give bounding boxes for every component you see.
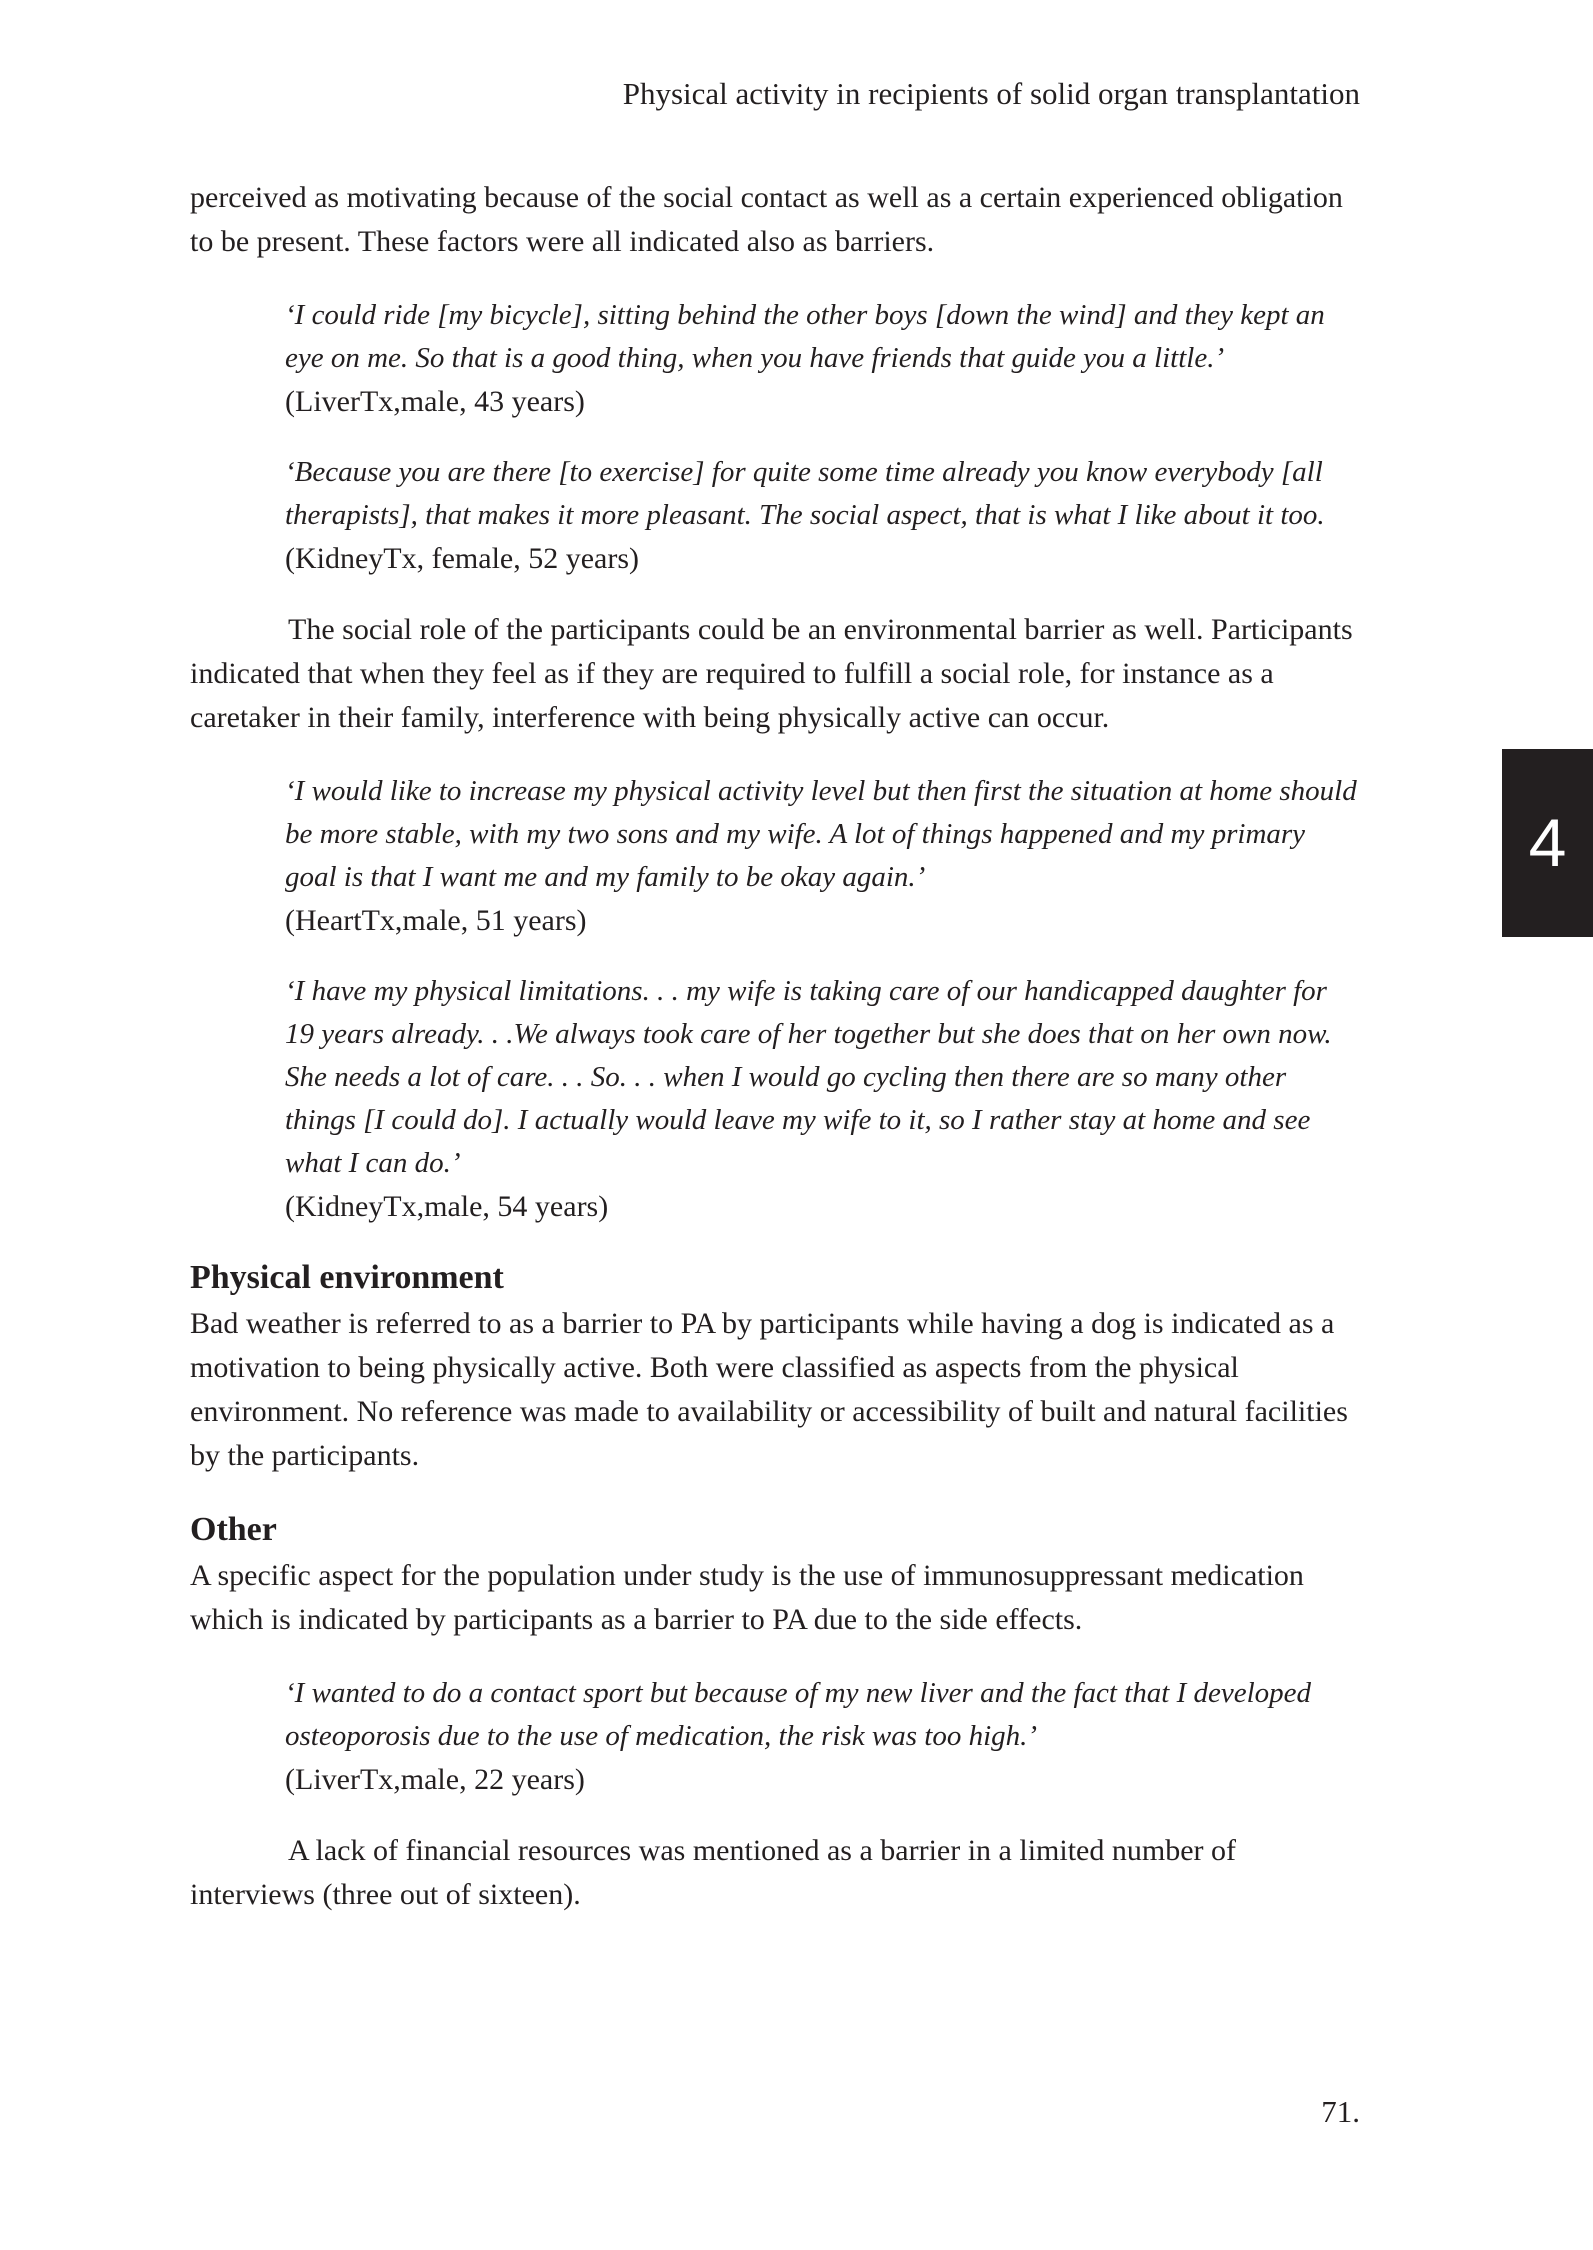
paragraph: A specific aspect for the population under study is the use of immunosuppressant medication which is indicated by participants as a barrier to PA due to the side effects. [190,1559,1304,1636]
paragraph: Bad weather is referred to as a barrier to PA by participants while having a dog is indicated as a motivation to being physically active. Both were classified as aspects from the physical environment. No reference was made to availability or accessibility of built and natural facilities by the participants. [190,1307,1348,1472]
quote-text: ‘I would like to increase my physical activity level but then first the situation at home should be more stable, with my two sons and my wife. A lot of things happened and my primary goal is that I want me and my family to be okay again.’ [285,775,1357,893]
paragraph: The social role of the participants could be an environmental barrier as well. Participants indicated that when they feel as if they are required to fulfill a social role, for instance as a caretaker in their family, interference with being physically active can occur. [190,613,1353,734]
quote-source: (KidneyTx,male, 54 years) [285,1190,609,1223]
section-heading: Other [190,1511,277,1548]
page-content [190,176,1360,1947]
block-quote [285,294,1360,423]
quote-source: (LiverTx,male, 22 years) [285,1763,585,1796]
quote-text: ‘I wanted to do a contact sport but because of my new liver and the fact that I developed osteoporosis due to the use of medication, the risk was too high.’ [285,1677,1312,1752]
quote-source: (HeartTx,male, 51 years) [285,904,587,937]
page-number: 71. [1321,2094,1360,2129]
quote-source: (LiverTx,male, 43 years) [285,385,585,418]
block-quote [285,970,1360,1228]
quote-source: (KidneyTx, female, 52 years) [285,542,640,575]
quote-text: ‘I have my physical limitations. . . my wife is taking care of our handicapped daughter for 19 years already. . .We always took care of her together but she does that on her own now. She needs a lot of care. . . So. . . when I would go cycling then there are so many other things [I could do]. I actually would leave my wife to it, so I rather stay at home and see what I can do.’ [285,975,1332,1179]
block-quote [285,451,1360,580]
chapter-tab: 4 [1502,749,1593,937]
paragraph: A lack of financial resources was mentioned as a barrier in a limited number of interviews (three out of sixteen). [190,1834,1236,1911]
block-quote [285,770,1360,942]
running-header: Physical activity in recipients of solid organ transplantation [622,76,1360,111]
quote-text: ‘I could ride [my bicycle], sitting behind the other boys [down the wind] and they kept an eye on me. So that is a good thing, when you have friends that guide you a little.’ [285,299,1325,374]
section-heading: Physical environment [190,1259,504,1296]
quote-text: ‘Because you are there [to exercise] for quite some time already you know everybody [all therapists], that makes it more pleasant. The social aspect, that is what I like about it too. [285,456,1325,531]
block-quote [285,1672,1360,1801]
paragraph: perceived as motivating because of the social contact as well as a certain experienced obligation to be present. These factors were all indicated also as barriers. [190,181,1343,258]
document-page [190,0,1360,2250]
